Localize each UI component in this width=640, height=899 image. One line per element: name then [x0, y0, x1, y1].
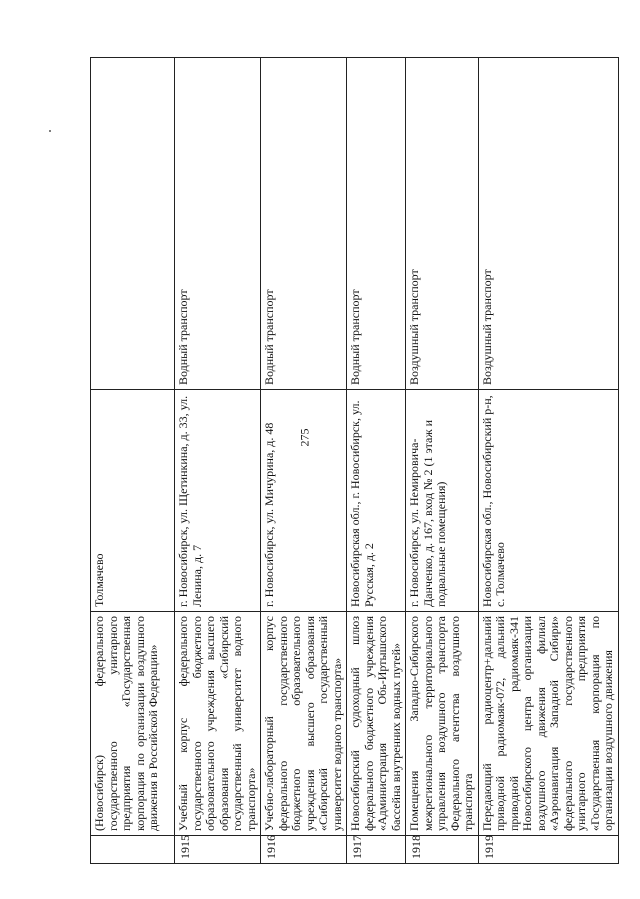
- object-name: Учебный корпус федерального государственного бюджетного образовательного учреждения высшего образования «Сибирский государственный университет водного транспорта»: [175, 612, 261, 836]
- registry-table: [90, 57, 619, 864]
- row-number: 1918: [406, 836, 479, 864]
- row-number: 1915: [175, 836, 261, 864]
- row-number: 1917: [347, 836, 406, 864]
- table-row: [347, 58, 406, 864]
- transport-type: Водный транспорт: [347, 58, 406, 390]
- table-row: [91, 58, 175, 864]
- transport-type: [91, 58, 175, 390]
- row-number: 1916: [261, 836, 347, 864]
- transport-type: Воздушный транспорт: [478, 58, 618, 390]
- row-number: [91, 836, 175, 864]
- table-row: [406, 58, 479, 864]
- object-address: Толмачево: [91, 390, 175, 612]
- table-row: [261, 58, 347, 864]
- object-name: (Новосибирск) федерального государственного унитарного предприятия «Государственная корпорация по организации воздушного движения в Российской Федерации»: [91, 612, 175, 836]
- object-name: Передающий радиоцентр+дальний приводной радиомаяк-072, дальний приводной радиомаяк-341 Новосибирского центра организации воздушного движения филиал «Аэронавигация Западной Сибири» федерального государственного унитарного предприятия «Государственная корпорация по организации воздушного движения: [478, 612, 618, 836]
- transport-type: Воздушный транспорт: [406, 58, 479, 390]
- object-name: Новосибирский судоходный шлюз федерального бюджетного учреждения «Администрация Обь-Иртышского бассейна внутренних водных путей»: [347, 612, 406, 836]
- table-row: [175, 58, 261, 864]
- transport-type: Водный транспорт: [175, 58, 261, 390]
- rotated-registry-table: [90, 58, 615, 864]
- object-name: Помещения Западно-Сибирского межрегионального территориального управления воздушного транспорта Федерального агентства воздушного транспорта: [406, 612, 479, 836]
- object-address: Новосибирская обл., Новосибирский р-н, с. Толмачево: [478, 390, 618, 612]
- transport-type: Водный транспорт: [261, 58, 347, 390]
- object-address: г. Новосибирск, ул. Немировича-Данченко, д. 167, вход № 2 (1 этаж и подвальные помещения): [406, 390, 479, 612]
- object-address: г. Новосибирск, ул. Мичурина, д. 48: [261, 390, 347, 612]
- row-number: 1919: [478, 836, 618, 864]
- scan-speck: [49, 130, 51, 132]
- object-address: Новосибирская обл., г. Новосибирск, ул. Русская, д. 2: [347, 390, 406, 612]
- object-name: Учебно-лабораторный корпус федерального государственного бюджетного образовательного учреждения высшего образования «Сибирский государственный университет водного транспорта»: [261, 612, 347, 836]
- page-number: 275: [297, 428, 312, 447]
- table-row: [478, 58, 618, 864]
- object-address: г. Новосибирск, ул. Щетинкина, д. 33, ул. Ленина, д. 7: [175, 390, 261, 612]
